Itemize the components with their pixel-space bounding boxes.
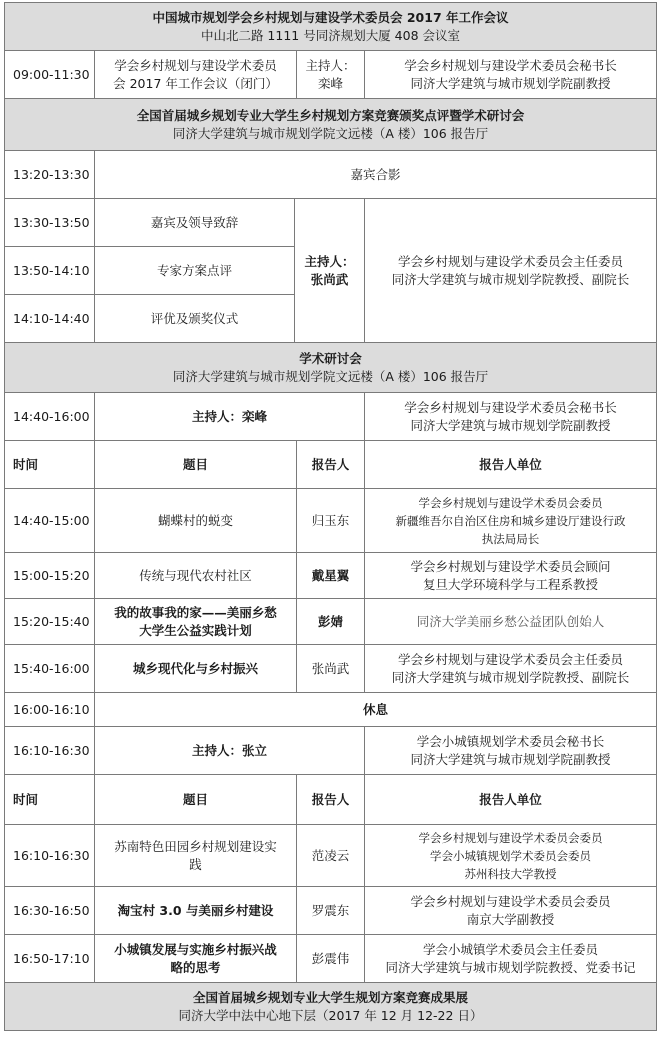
- cell-text: 主持人：: [304, 253, 355, 269]
- time-cell: [4, 150, 95, 199]
- schedule-cell: [296, 774, 365, 825]
- cell-text: 学会乡村规划与建设学术委员会顾问: [410, 558, 611, 574]
- cell-text: 报告人单位: [479, 791, 542, 807]
- time-cell: [4, 392, 95, 441]
- schedule-table: [4, 2, 656, 1038]
- section-header: [4, 2, 657, 51]
- cell-text: 苏南特色田园乡村规划建设实: [114, 838, 277, 854]
- cell-text: 休息: [362, 701, 388, 717]
- cell-text: 略的思考: [170, 959, 221, 975]
- cell-text: 题目: [182, 456, 208, 472]
- cell-text: 执法局局长: [481, 531, 540, 546]
- cell-text: 学会乡村规划与建设学术委员: [114, 57, 277, 73]
- cell-text: 范凌云: [311, 847, 350, 863]
- cell-text: 全国首届城乡规划专业大学生乡村规划方案竞赛颁奖点评暨学术研讨会: [136, 107, 525, 123]
- cell-text: 张尚武: [310, 271, 349, 287]
- schedule-cell: [296, 824, 365, 887]
- cell-text: 学会乡村规划与建设学术委员会委员: [418, 495, 603, 510]
- cell-text: 15:40-16:00: [13, 660, 90, 676]
- schedule-cell: [94, 934, 297, 983]
- cell-text: 同济大学建筑与城市规划学院教授、党委书记: [385, 959, 636, 975]
- schedule-cell: [94, 726, 365, 775]
- cell-text: 彭震伟: [311, 950, 350, 966]
- cell-text: 罗震东: [311, 902, 350, 918]
- cell-text: 13:20-13:30: [13, 166, 90, 182]
- cell-text: 同济大学建筑与城市规划学院教授、副院长: [391, 271, 630, 287]
- schedule-cell: [94, 392, 365, 441]
- cell-text: 13:50-14:10: [13, 262, 90, 278]
- schedule-cell: [364, 644, 657, 693]
- schedule-cell: [364, 886, 657, 935]
- cell-text: 16:00-16:10: [13, 701, 90, 717]
- schedule-cell: [94, 294, 295, 343]
- schedule-cell: [94, 886, 297, 935]
- cell-text: 大学生公益实践计划: [139, 622, 252, 638]
- cell-text: 城乡现代化与乡村振兴: [132, 660, 258, 676]
- cell-text: 题目: [182, 791, 208, 807]
- cell-text: 13:30-13:50: [13, 214, 90, 230]
- schedule-cell: [364, 726, 657, 775]
- schedule-cell: [94, 598, 297, 645]
- cell-text: 小城镇发展与实施乡村振兴战: [114, 941, 277, 957]
- cell-text: 同济大学建筑与城市规划学院文远楼（A 楼）106 报告厅: [172, 125, 489, 141]
- schedule-cell: [296, 552, 365, 599]
- cell-text: 学会乡村规划与建设学术委员会委员: [418, 830, 603, 845]
- schedule-cell: [296, 598, 365, 645]
- cell-text: 复旦大学环境科学与工程系教授: [422, 576, 598, 592]
- cell-text: 时间: [13, 791, 39, 807]
- cell-text: 同济大学建筑与城市规划学院副教授: [410, 417, 611, 433]
- schedule-cell: [94, 440, 297, 489]
- schedule-cell: [94, 488, 297, 553]
- cell-text: 同济大学中法中心地下层（2017 年 12 月 12-22 日）: [178, 1007, 483, 1023]
- schedule-cell: [94, 50, 297, 99]
- cell-text: 学会乡村规划与建设学术委员会秘书长: [404, 57, 617, 73]
- time-cell: [4, 598, 95, 645]
- schedule-cell: [364, 392, 657, 441]
- schedule-cell: [94, 150, 657, 199]
- cell-text: 学会乡村规划与建设学术委员会主任委员: [397, 253, 623, 269]
- schedule-cell: [296, 488, 365, 553]
- schedule-cell: [94, 824, 297, 887]
- schedule-cell: [364, 440, 657, 489]
- cell-text: 学术研讨会: [299, 350, 362, 366]
- time-cell: [4, 294, 95, 343]
- schedule-cell: [94, 198, 295, 247]
- cell-text: 南京大学副教授: [466, 911, 555, 927]
- cell-text: 时间: [13, 456, 39, 472]
- cell-text: 学会乡村规划与建设学术委员会主任委员: [397, 651, 623, 667]
- cell-text: 主持人：栾峰: [191, 408, 267, 424]
- cell-text: 践: [189, 856, 202, 872]
- cell-text: 15:00-15:20: [13, 567, 90, 583]
- cell-text: 同济大学建筑与城市规划学院副教授: [410, 751, 611, 767]
- cell-text: 新疆维吾尔自治区住房和城乡建设厅建设行政: [395, 513, 626, 528]
- cell-text: 16:30-16:50: [13, 902, 90, 918]
- time-cell: [4, 774, 95, 825]
- time-cell: [4, 824, 95, 887]
- schedule-cell: [364, 824, 657, 887]
- schedule-cell: [296, 440, 365, 489]
- cell-text: 评优及颁奖仪式: [150, 310, 239, 326]
- section-header: [4, 98, 657, 151]
- cell-text: 16:50-17:10: [13, 950, 90, 966]
- cell-text: 嘉宾及领导致辞: [150, 214, 239, 230]
- cell-text: 蝴蝶村的蜕变: [157, 512, 233, 528]
- cell-text: 中山北二路 1111 号同济规划大厦 408 会议室: [200, 27, 461, 43]
- time-cell: [4, 692, 95, 727]
- schedule-cell: [364, 552, 657, 599]
- schedule-cell: [364, 598, 657, 645]
- section-header: [4, 982, 657, 1031]
- cell-text: 学会乡村规划与建设学术委员会秘书长: [404, 399, 617, 415]
- cell-text: 16:10-16:30: [13, 847, 90, 863]
- cell-text: 同济大学建筑与城市规划学院文远楼（A 楼）106 报告厅: [172, 368, 489, 384]
- schedule-cell: [94, 774, 297, 825]
- cell-text: 传统与现代农村社区: [139, 567, 252, 583]
- cell-text: 16:10-16:30: [13, 742, 90, 758]
- time-cell: [4, 934, 95, 983]
- schedule-cell: [296, 644, 365, 693]
- cell-text: 14:40-16:00: [13, 408, 90, 424]
- cell-text: 学会乡村规划与建设学术委员会委员: [410, 893, 611, 909]
- cell-text: 同济大学建筑与城市规划学院教授、副院长: [391, 669, 630, 685]
- time-cell: [4, 552, 95, 599]
- cell-text: 报告人单位: [479, 456, 542, 472]
- time-cell: [4, 198, 95, 247]
- time-cell: [4, 886, 95, 935]
- cell-text: 同济大学美丽乡愁公益团队创始人: [416, 613, 605, 629]
- cell-text: 会 2017 年工作会议（闭门）: [113, 75, 278, 91]
- cell-text: 学会小城镇规划学术委员会委员: [430, 848, 591, 863]
- cell-text: 归玉东: [311, 512, 350, 528]
- cell-text: 苏州科技大学教授: [464, 866, 557, 881]
- schedule-cell: [364, 50, 657, 99]
- schedule-cell: [364, 488, 657, 553]
- cell-text: 学会小城镇规划学术委员会秘书长: [416, 733, 605, 749]
- cell-text: 中国城市规划学会乡村规划与建设学术委员会 2017 年工作会议: [152, 9, 509, 25]
- schedule-cell: [94, 692, 657, 727]
- cell-text: 报告人: [311, 791, 350, 807]
- cell-text: 同济大学建筑与城市规划学院副教授: [410, 75, 611, 91]
- cell-text: 嘉宾合影: [350, 166, 401, 182]
- schedule-cell: [364, 774, 657, 825]
- cell-text: 学会小城镇学术委员会主任委员: [422, 941, 598, 957]
- cell-text: 专家方案点评: [156, 262, 232, 278]
- schedule-cell: [364, 198, 657, 343]
- time-cell: [4, 488, 95, 553]
- cell-text: 主持人：: [305, 57, 356, 73]
- cell-text: 栾峰: [317, 75, 343, 91]
- time-cell: [4, 440, 95, 489]
- cell-text: 全国首届城乡规划专业大学生规划方案竞赛成果展: [192, 989, 468, 1005]
- cell-text: 09:00-11:30: [13, 66, 90, 82]
- section-header: [4, 342, 657, 393]
- cell-text: 戴星翼: [311, 567, 350, 583]
- schedule-cell: [364, 934, 657, 983]
- cell-text: 张尚武: [311, 660, 350, 676]
- schedule-cell: [94, 552, 297, 599]
- schedule-cell: [294, 198, 365, 343]
- schedule-cell: [296, 50, 365, 99]
- time-cell: [4, 726, 95, 775]
- cell-text: 15:20-15:40: [13, 613, 90, 629]
- cell-text: 14:10-14:40: [13, 310, 90, 326]
- schedule-cell: [296, 934, 365, 983]
- time-cell: [4, 246, 95, 295]
- cell-text: 14:40-15:00: [13, 512, 90, 528]
- schedule-cell: [296, 886, 365, 935]
- schedule-cell: [94, 246, 295, 295]
- time-cell: [4, 644, 95, 693]
- cell-text: 淘宝村 3.0 与美丽乡村建设: [117, 902, 274, 918]
- cell-text: 彭婧: [317, 613, 343, 629]
- time-cell: [4, 50, 95, 99]
- cell-text: 报告人: [311, 456, 350, 472]
- cell-text: 主持人：张立: [191, 742, 267, 758]
- cell-text: 我的故事我的家——美丽乡愁: [114, 604, 277, 620]
- schedule-cell: [94, 644, 297, 693]
